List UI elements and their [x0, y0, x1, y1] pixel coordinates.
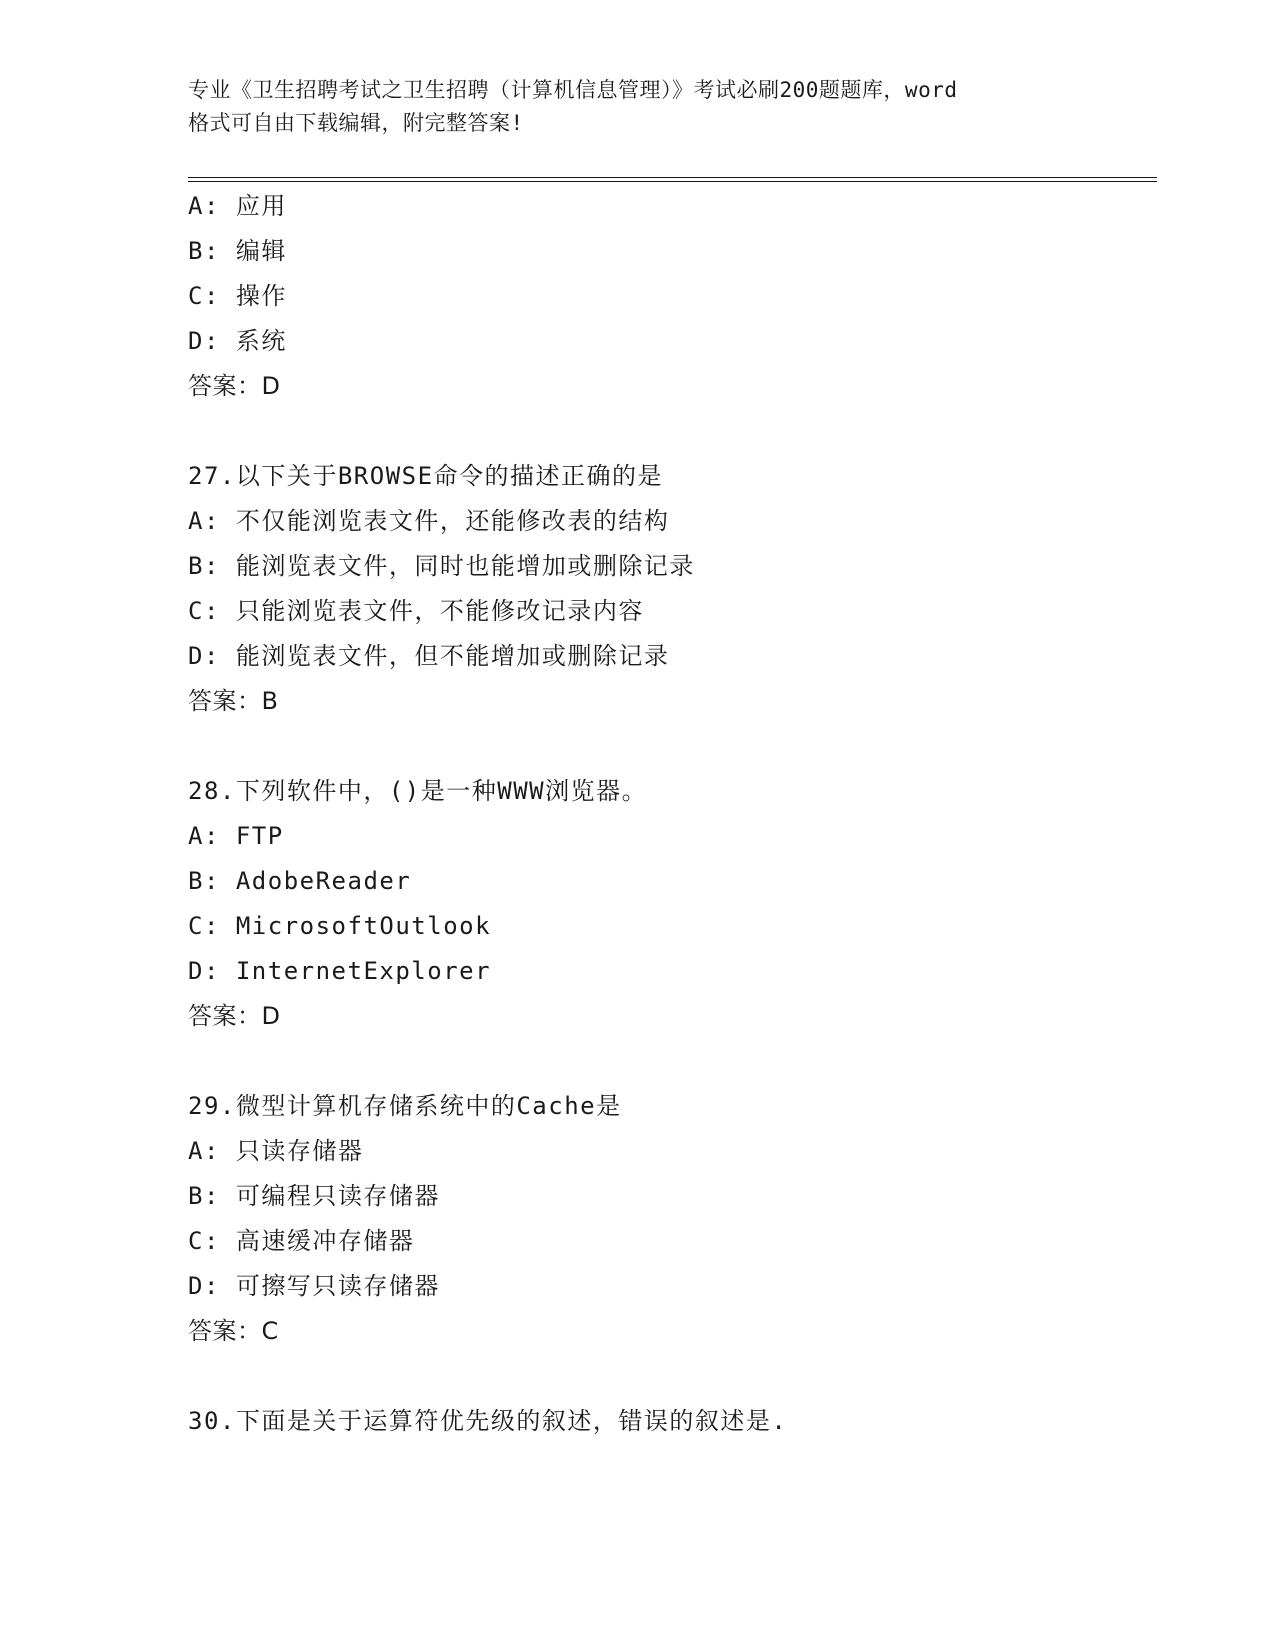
header-line-2: 格式可自由下载编辑，附完整答案! — [188, 111, 524, 135]
header-line-1: 专业《卫生招聘考试之卫生招聘（计算机信息管理）》考试必刷200题题库，word — [188, 78, 958, 102]
document-header — [188, 74, 1088, 140]
option-d: D: 能浏览表文件，但不能增加或删除记录 — [188, 642, 670, 670]
option-d: D: 系统 — [188, 327, 287, 355]
option-b: B: AdobeReader — [188, 867, 412, 895]
question-text: 28.下列软件中，()是一种WWW浏览器。 — [188, 777, 648, 805]
answer: 答案：D — [188, 372, 281, 400]
option-d: D: 可擦写只读存储器 — [188, 1272, 440, 1300]
option-a: A: FTP — [188, 822, 284, 850]
option-a: A: 应用 — [188, 192, 287, 220]
option-b: B: 编辑 — [188, 237, 287, 265]
option-a: A: 不仅能浏览表文件，还能修改表的结构 — [188, 507, 670, 535]
option-b: B: 可编程只读存储器 — [188, 1182, 440, 1210]
header-rule-top — [188, 177, 1157, 178]
answer: 答案：C — [188, 1317, 279, 1345]
question-text: 30.下面是关于运算符优先级的叙述，错误的叙述是. — [188, 1407, 788, 1435]
answer: 答案：D — [188, 1002, 281, 1030]
answer: 答案：B — [188, 687, 279, 715]
option-c: C: 只能浏览表文件，不能修改记录内容 — [188, 597, 644, 625]
option-c: C: 操作 — [188, 282, 287, 310]
header-rule-bottom — [188, 181, 1157, 182]
option-d: D: InternetExplorer — [188, 957, 492, 985]
question-text: 29.微型计算机存储系统中的Cache是 — [188, 1092, 622, 1120]
option-c: C: MicrosoftOutlook — [188, 912, 492, 940]
option-c: C: 高速缓冲存储器 — [188, 1227, 415, 1255]
option-a: A: 只读存储器 — [188, 1137, 364, 1165]
question-text: 27.以下关于BROWSE命令的描述正确的是 — [188, 462, 664, 490]
option-b: B: 能浏览表文件，同时也能增加或删除记录 — [188, 552, 695, 580]
